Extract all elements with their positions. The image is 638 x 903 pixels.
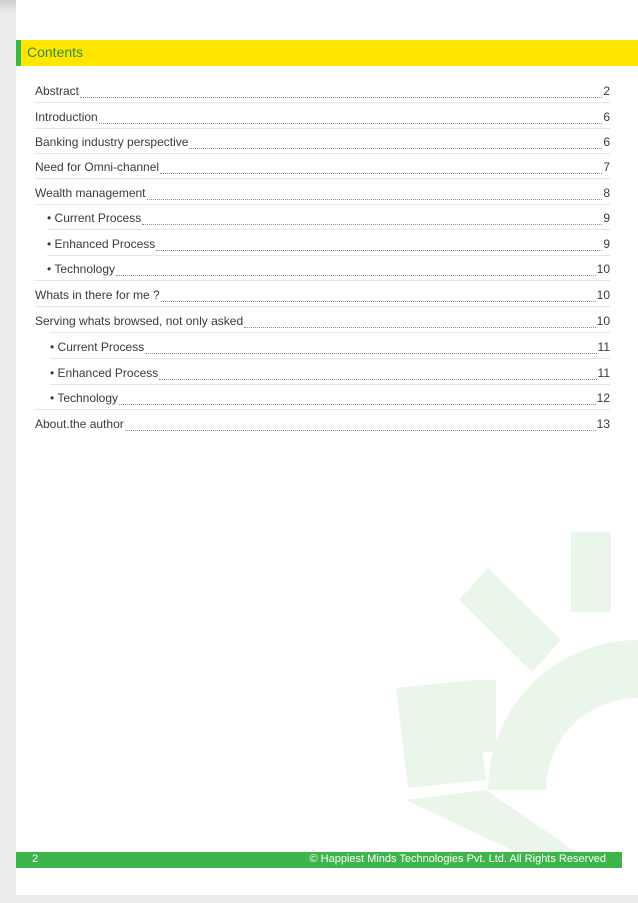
toc-entry-label: Wealth management: [35, 186, 146, 200]
toc-leader-dots: [159, 368, 596, 380]
toc-entry-page: 2: [603, 84, 610, 98]
toc-leader-dots: [99, 112, 603, 124]
toc-entry[interactable]: [50, 364, 610, 380]
footer-copyright: © Happiest Minds Technologies Pvt. Ltd. All Rights Reserved: [309, 853, 606, 865]
toc-entry-label: Serving whats browsed, not only asked: [35, 314, 244, 328]
toc-leader-dots: [119, 393, 596, 405]
toc-entry-page: 9: [603, 211, 610, 225]
toc-entry-page: 6: [603, 110, 610, 124]
toc-divider: [35, 153, 610, 154]
toc-entry-page: 10: [596, 288, 610, 302]
toc-divider: [35, 204, 610, 205]
toc-entry[interactable]: [47, 209, 610, 225]
toc-divider: [35, 280, 610, 281]
toc-entry-label: • Enhanced Process: [50, 366, 159, 380]
toc-divider: [35, 409, 610, 410]
footer-page-number: 2: [32, 853, 39, 865]
toc-entry-page: 9: [603, 237, 610, 251]
toc-divider: [50, 358, 610, 359]
toc-entry[interactable]: [35, 133, 610, 149]
toc-entry[interactable]: [35, 184, 610, 200]
toc-entry-label: Introduction: [35, 110, 98, 124]
toc-entry[interactable]: [47, 260, 610, 276]
toc-entry-label: • Current Process: [47, 211, 142, 225]
toc-entry[interactable]: [35, 415, 610, 431]
toc-leader-dots: [244, 316, 596, 328]
toc-leader-dots: [142, 213, 602, 225]
toc-divider: [35, 102, 610, 103]
toc-entry-label: • Enhanced Process: [47, 237, 156, 251]
toc-divider: [47, 229, 610, 230]
toc-entry[interactable]: [47, 235, 610, 251]
toc-leader-dots: [160, 162, 602, 174]
contents-heading-bar: [16, 40, 638, 66]
toc-entry[interactable]: [35, 312, 610, 328]
toc-leader-dots: [125, 419, 596, 431]
toc-divider: [50, 384, 610, 385]
toc-entry-label: • Technology: [47, 262, 116, 276]
toc-leader-dots: [156, 239, 602, 251]
toc-entry-page: 13: [596, 417, 610, 431]
footer-bar: [16, 852, 622, 868]
toc-entry-page: 8: [603, 186, 610, 200]
toc-entry-label: Need for Omni-channel: [35, 160, 160, 174]
toc-entry[interactable]: [35, 108, 610, 124]
toc-divider: [35, 128, 610, 129]
toc-entry[interactable]: [50, 338, 610, 354]
toc-entry-page: 12: [596, 391, 610, 405]
toc-entry-label: Banking industry perspective: [35, 135, 189, 149]
toc-entry-label: • Current Process: [50, 340, 145, 354]
toc-divider: [47, 255, 610, 256]
toc-entry-label: Whats in there for me ?: [35, 288, 160, 302]
toc-entry[interactable]: [35, 286, 610, 302]
toc-entry-label: Abstract: [35, 84, 80, 98]
toc-entry-page: 7: [603, 160, 610, 174]
toc-entry-page: 6: [603, 135, 610, 149]
document-page: [16, 0, 638, 895]
contents-title: Contents: [27, 44, 84, 60]
toc-leader-dots: [189, 137, 602, 149]
toc-entry-label: • Technology: [50, 391, 119, 405]
toc-entry-page: 10: [596, 262, 610, 276]
toc-leader-dots: [147, 188, 603, 200]
toc-leader-dots: [116, 264, 596, 276]
toc-entry[interactable]: [50, 389, 610, 405]
toc-entry[interactable]: [35, 158, 610, 174]
toc-divider: [50, 332, 610, 333]
toc-leader-dots: [80, 86, 602, 98]
toc-entry[interactable]: [35, 82, 610, 98]
contents-accent: [16, 40, 21, 66]
toc-entry-page: 10: [596, 314, 610, 328]
toc-entry-label: About.the author: [35, 417, 124, 431]
toc-entry-page: 11: [597, 366, 610, 380]
toc-leader-dots: [145, 342, 596, 354]
toc-divider: [35, 306, 610, 307]
toc-leader-dots: [161, 290, 596, 302]
toc-divider: [35, 178, 610, 179]
toc-entry-page: 11: [597, 340, 610, 354]
